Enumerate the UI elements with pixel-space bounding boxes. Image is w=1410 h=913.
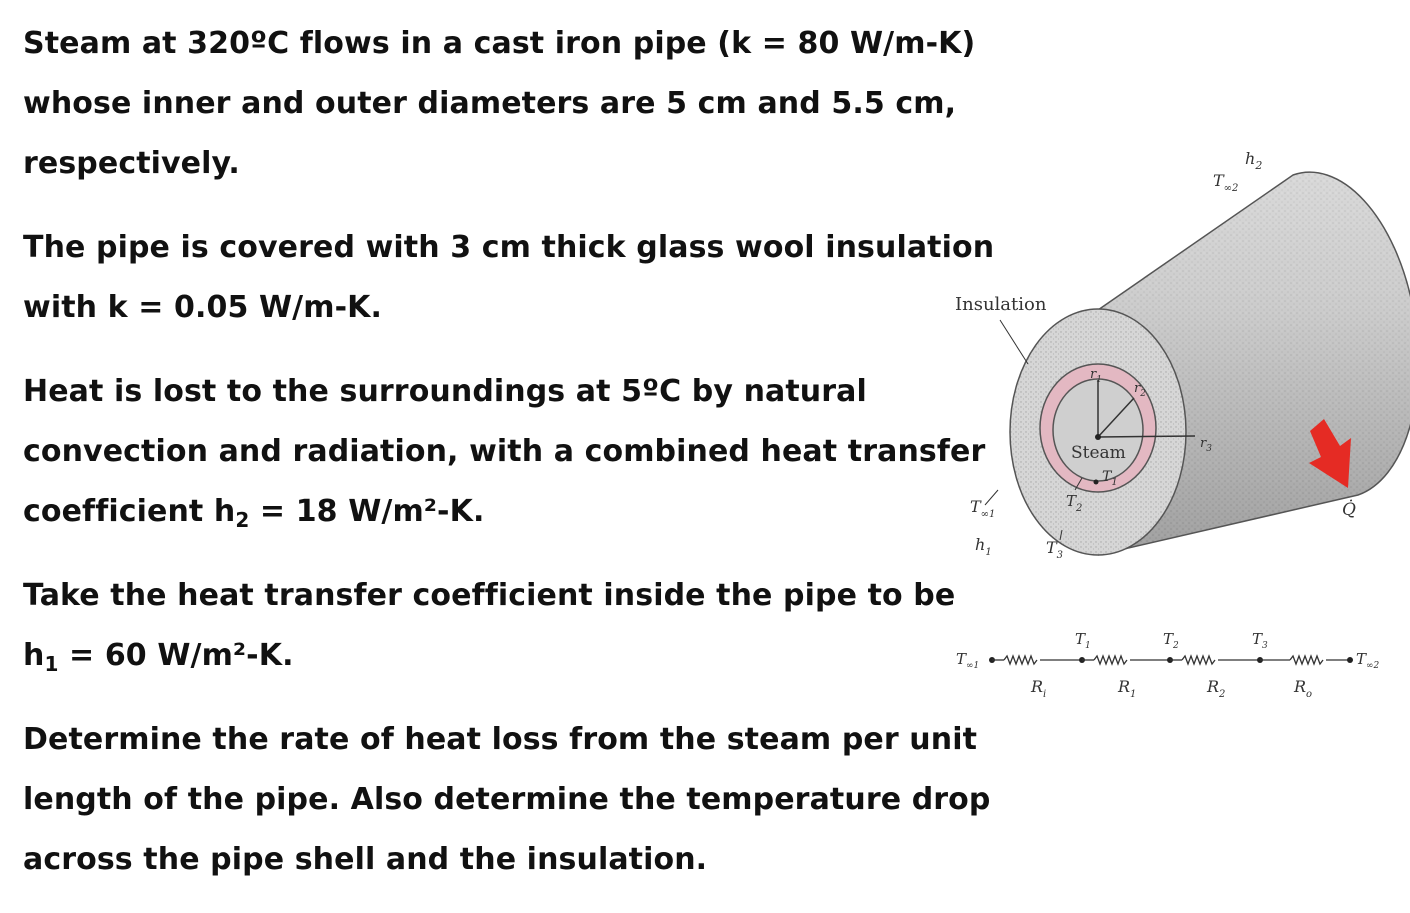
text-segment: = 60 W/m²-K.	[58, 638, 294, 673]
circuit-node-label-t2	[1163, 630, 1179, 651]
problem-line: Determine the rate of heat loss from the steam per unit	[23, 722, 978, 757]
label-base: T	[956, 650, 967, 668]
label-base: T	[1075, 630, 1086, 648]
circuit-right-node-label	[1356, 650, 1380, 671]
label-base: h	[975, 535, 986, 554]
problem-line: with k = 0.05 W/m-K.	[23, 290, 382, 325]
label-sub: i	[1043, 689, 1047, 700]
label-sub: 3	[1206, 444, 1212, 454]
problem-line	[23, 494, 484, 530]
circuit-left-node-label	[956, 650, 979, 671]
problem-line: whose inner and outer diameters are 5 cm and 5.5 cm,	[23, 86, 957, 121]
problem-line: length of the pipe. Also determine the temperature drop	[23, 782, 991, 817]
circuit-node-label-t3	[1252, 630, 1268, 651]
label-sub: ∞1	[966, 661, 980, 671]
label-base: r	[1134, 381, 1141, 396]
problem-line: across the pipe shell and the insulation.	[23, 842, 708, 877]
label-sub: 1	[1096, 375, 1102, 385]
label-sub: ∞1	[980, 509, 996, 520]
label-base: T	[970, 497, 981, 516]
h1-label	[975, 535, 992, 558]
resistor-label-ri	[1030, 677, 1046, 700]
t-inf2-label	[1213, 171, 1238, 194]
problem-line: Steam at 320ºC flows in a cast iron pipe (k = 80 W/m-K)	[23, 26, 976, 61]
label-sub: 1	[1130, 689, 1137, 700]
label-sub: 2	[1219, 689, 1226, 700]
resistor-ro	[1290, 656, 1323, 664]
label-base: r	[1090, 367, 1097, 382]
label-base: T	[1356, 650, 1367, 668]
label-base: R	[1118, 677, 1131, 696]
label-sub: 3	[1056, 550, 1064, 561]
pipe-figure	[940, 130, 1410, 730]
q-dot-label: Q̇	[1342, 500, 1356, 520]
label-base: T	[1252, 630, 1263, 648]
resistor-ri	[1004, 656, 1037, 664]
resistor-r1	[1094, 656, 1127, 664]
problem-line: convection and radiation, with a combined heat transfer	[23, 434, 986, 469]
resistor-label-r2	[1206, 677, 1225, 700]
label-sub: 1	[1085, 641, 1091, 651]
subscript: 1	[44, 652, 59, 676]
radius-r3-line	[1098, 436, 1195, 437]
steam-label: Steam	[1071, 443, 1126, 463]
text-segment: coefficient h	[23, 494, 236, 529]
center-point	[1095, 434, 1101, 440]
label-sub: 2	[1255, 159, 1263, 172]
problem-line	[23, 638, 294, 674]
label-base: T	[1046, 538, 1057, 557]
problem-line: Take the heat transfer coefficient inside the pipe to be	[23, 578, 956, 613]
t1-point	[1094, 480, 1099, 485]
thermal-circuit	[956, 630, 1380, 700]
resistor-r2	[1182, 656, 1215, 664]
resistor-label-r1	[1117, 677, 1136, 700]
label-base: T	[1102, 469, 1112, 485]
label-sub: 2	[1140, 389, 1146, 399]
label-sub: 1	[985, 547, 992, 558]
label-sub: 3	[1262, 641, 1268, 651]
label-sub: ∞2	[1223, 183, 1239, 194]
label-base: T	[1066, 492, 1077, 510]
label-sub: o	[1306, 689, 1313, 700]
label-base: r	[1200, 436, 1207, 451]
label-base: R	[1031, 677, 1044, 696]
h2-label	[1245, 149, 1262, 172]
circuit-node	[1347, 657, 1353, 663]
resistor-label-ro	[1293, 677, 1312, 700]
label-base: R	[1294, 677, 1307, 696]
t-inf1-leader-line	[985, 490, 998, 505]
label-base: h	[1245, 149, 1256, 168]
label-base: R	[1207, 677, 1220, 696]
insulation-label: Insulation	[955, 294, 1047, 315]
problem-line: respectively.	[23, 146, 240, 181]
text-segment: = 18 W/m²-K.	[249, 494, 485, 529]
subscript: 2	[235, 508, 250, 532]
label-sub: 1	[1111, 477, 1118, 488]
label-sub: ∞2	[1366, 661, 1380, 671]
text-segment: h	[23, 638, 45, 673]
label-base: T	[1163, 630, 1174, 648]
label-sub: 2	[1076, 503, 1083, 514]
t-inf1-label	[970, 497, 995, 520]
problem-line: The pipe is covered with 3 cm thick glass wool insulation	[23, 230, 995, 265]
circuit-node-label-t1	[1075, 630, 1091, 651]
insulation-leader-line	[1000, 320, 1028, 364]
label-base: T	[1213, 171, 1224, 190]
problem-line: Heat is lost to the surroundings at 5ºC by natural	[23, 374, 867, 409]
label-sub: 2	[1173, 641, 1179, 651]
